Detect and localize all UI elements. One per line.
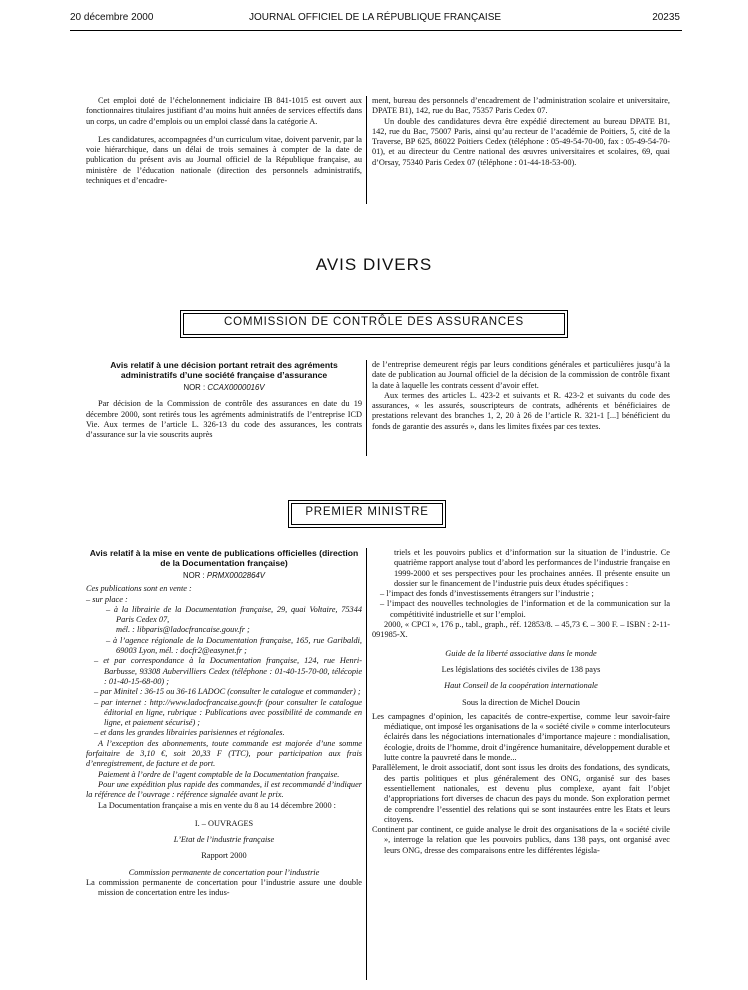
librairie-paris-email: mél. : libparis@ladocfrancaise.gouv.fr ; — [116, 625, 250, 635]
guide-subtitle: Les législations des sociétés civiles de 138 pays — [441, 664, 601, 674]
commission-left-paragraph: Par décision de la Commission de contrôle des assurances en date du 19 décembre 2000, sont retirés tous les agréments administratifs de l’entreprise ICD Vie. Aux termes de l’article L. 326-13 du code des assurances, les contrats d’assurance sur la vie souscrits auprès — [86, 399, 362, 440]
header-page-number: 20235 — [652, 12, 680, 23]
nor-code: CCAX0000016V — [207, 383, 265, 392]
guide-haut-conseil: Haut Conseil de la coopération internationale — [444, 681, 598, 691]
book-reference: 2000, « CPCI », 176 p., tabl., graph., réf. 12853/8. – 45,73 €. – 300 F. – ISBN : 2-11-091985-X. — [372, 620, 670, 640]
librairie-paris: – à la librairie de la Documentation française, 29, quai Voltaire, 75344 Paris Cedex 07, — [106, 604, 362, 625]
bullet-fonds: – l’impact des fonds d’investissements étrangers sur l’industrie ; — [380, 589, 594, 599]
premier-column-divider — [366, 548, 367, 980]
top-left-paragraph-2: Les candidatures, accompagnées d’un curriculum vitae, doivent parvenir, par la voie hiérarchique, dans un délai de trois semaines à compter de la date de publication du présent avis au Journal officiel de la République française, au ministère de l’éducation nationale (direction des personnels administratifs, techniques et d’encadre- — [86, 134, 362, 186]
correspondance: – et par correspondance à la Documentation française, 124, rue Henri-Barbusse, 93308 Aubervilliers Cedex (téléphone : 01-40-15-70-00, télécopie : 01-40-15-68-00) ; — [94, 656, 362, 686]
commission-right-column — [372, 360, 670, 432]
commission-box-title: COMMISSION DE CONTRÔLE DES ASSURANCES — [224, 316, 524, 328]
guide-title: Guide de la liberté associative dans le monde — [445, 648, 597, 658]
header-rule — [70, 30, 682, 31]
premier-left-column — [86, 548, 362, 899]
top-right-paragraph-1: ment, bureau des personnels d’encadrement de l’administration scolaire et universitaire, DPATE B1), 142, rue du Bac, 75357 Paris Cedex 07. — [372, 96, 670, 116]
header-date: 20 décembre 2000 — [70, 12, 154, 23]
nor-label: NOR : — [183, 571, 205, 580]
bullet-technologies: – l’impact des nouvelles technologies de l’information et de la communication sur la compétitivité industrielle et sur l’emploi. — [380, 599, 670, 619]
agence-lyon: – à l’agence régionale de la Documentation française, 165, rue Garibaldi, 69003 Lyon, mél. : docfr2@easynet.fr ; — [106, 635, 362, 656]
book-body-continued: triels et les pouvoirs publics et d’information sur la situation de l’industrie. Ce quatrième rapport analyse tout d’abord les performances de l’industrie française en 1999-2000 et ses perspectives pour les prochaines années. Il présente ensuite un dossier sur le financement de l’industrie puis deux études spécifiques : — [394, 548, 670, 588]
mise-en-vente: La Documentation française a mis en vente du 8 au 14 décembre 2000 : — [98, 800, 336, 810]
guide-direction: Sous la direction de Michel Doucin — [462, 697, 580, 707]
nor-code: PRMX0002864V — [206, 571, 265, 580]
grandes-librairies: – et dans les grandes librairies parisiennes et régionales. — [94, 728, 285, 738]
book-body: La commission permanente de concertation pour l’industrie assure une double mission de concertation entre les indus- — [86, 878, 362, 898]
internet: – par internet : http://www.ladocfrancaise.gouv.fr (pour consulter le catalogue éditorial en ligne, rubrique : Publications avec possibilité de commande en ligne, et paiement sécurisé) ; — [94, 697, 362, 728]
commission-nor — [86, 383, 362, 393]
expedition: Pour une expédition plus rapide des commandes, il est recommandé d’indiquer la référence de l’ouvrage : référence signalée avant le prix. — [86, 779, 362, 800]
avis-divers-heading: AVIS DIVERS — [315, 255, 433, 274]
page-header — [70, 12, 680, 26]
premier-ministre-section-box — [288, 500, 446, 528]
premier-right-column — [372, 548, 670, 856]
header-journal-title: JOURNAL OFFICIEL DE LA RÉPUBLIQUE FRANÇAISE — [248, 12, 502, 23]
paiement: Paiement à l’ordre de l’agent comptable de la Documentation française. — [98, 769, 340, 779]
premier-avis-title: Avis relatif à la mise en vente de publications officielles (direction de la Documentation française) — [89, 548, 359, 568]
commission-right-paragraph-2: Aux termes des articles L. 423-2 et suivants et R. 423-2 et suivants du code des assurances, « les assurés, souscripteurs de contrats, adhérents et bénéficiaires de prestations relevant des branches 1, 2, 20 à 26 de l’article R. 321-1 [...] bénéficient du fonds de garantie des assurés », dans les limites fixées par ces textes. — [372, 390, 670, 431]
section-ouvrages: I. – OUVRAGES — [194, 818, 254, 828]
exception-abonnements: A l’exception des abonnements, toute commande est majorée d’une somme forfaitaire de 3,10 €, soit 20,33 F (TTC), pour participation aux frais d’enregistrement, de facture et de port. — [86, 738, 362, 769]
top-left-column — [86, 96, 362, 186]
top-left-paragraph-1: Cet emploi doté de l’échelonnement indiciaire IB 841-1015 est ouvert aux fonctionnaires titulaires justifiant d’au moins huit années de services effectifs dans un corps, un cadre d’emplois ou un emploi classé dans la catégorie A. — [86, 96, 362, 126]
nor-label: NOR : — [183, 383, 206, 392]
guide-paragraph-3: Continent par continent, ce guide analyse le droit des organisations de la « société civile », interroge la relation que les pouvoirs publics, dans 138 pays, ont organisé avec leurs ONG, dresse des comparaisons entre les différentes législa- — [372, 825, 670, 855]
vente-intro: Ces publications sont en vente : — [86, 584, 192, 594]
commission-column-divider — [366, 360, 367, 456]
premier-nor — [86, 571, 362, 581]
sur-place-label: – sur place : — [86, 594, 128, 604]
top-column-divider — [366, 96, 367, 204]
book-rapport: Rapport 2000 — [201, 851, 247, 861]
commission-right-paragraph-1: de l’entreprise demeurent régis par leurs conditions générales et particulières jusqu’à la date de publication au Journal officiel de la décision de la commission de contrôle fixant la date à laquelle les contrats cessent d’avoir effet. — [372, 360, 670, 390]
book-title: L’Etat de l’industrie française — [173, 835, 275, 845]
top-right-paragraph-2: Un double des candidatures devra être expédié directement au bureau DPATE B1, 142, rue du Bac, 75007 Paris, ainsi qu’au recteur de l’académie de Poitiers, 5, cité de la Traverse, BP 625, 86022 Poitiers Cedex (téléphone : 05-49-54-70-00, fax : 05-49-54-70-01), et au directeur du Centre national des œuvres universitaires et scolaires, 69, quai d’Orsay, 75340 Paris Cedex 07 (téléphone : 01-44-18-53-00). — [372, 116, 670, 167]
guide-paragraph-1: Les campagnes d’opinion, les capacités de contre-expertise, comme leur savoir-faire médiatique, ont imposé les organisations de la « société civile » comme interlocuteurs éclairés dans les négociations internationales d’importance majeure : mondialisation, écologie, droits de l’homme, droit d’ingérence humanitaire, développement durable et lutte contre la pauvreté dans le monde... — [372, 711, 670, 763]
commission-left-column — [86, 360, 362, 440]
top-right-column — [372, 96, 670, 168]
commission-section-box — [180, 310, 568, 338]
book-commission: Commission permanente de concertation pour l’industrie — [128, 867, 320, 877]
premier-box-title: PREMIER MINISTRE — [305, 506, 429, 518]
guide-paragraph-2: Parallèlement, le droit associatif, dont sont issus les droits des fondations, des syndicats, des partis politiques et plus généralement des ONG, organisé sur des bases essentiellement nationales, est devenu plus complexe, ayant fait l’objet d’appropriations fort diverses de chacun des pays du monde. Son exploration permet de comprendre l’essentiel des relations qui se sont instaurées entre les Etats et leurs citoyens. — [372, 763, 670, 824]
minitel: – par Minitel : 36-15 ou 36-16 LADOC (consulter le catalogue et commander) ; — [94, 687, 361, 697]
commission-avis-title: Avis relatif à une décision portant retrait des agréments administratifs d’une société française d’assurance — [110, 360, 338, 380]
